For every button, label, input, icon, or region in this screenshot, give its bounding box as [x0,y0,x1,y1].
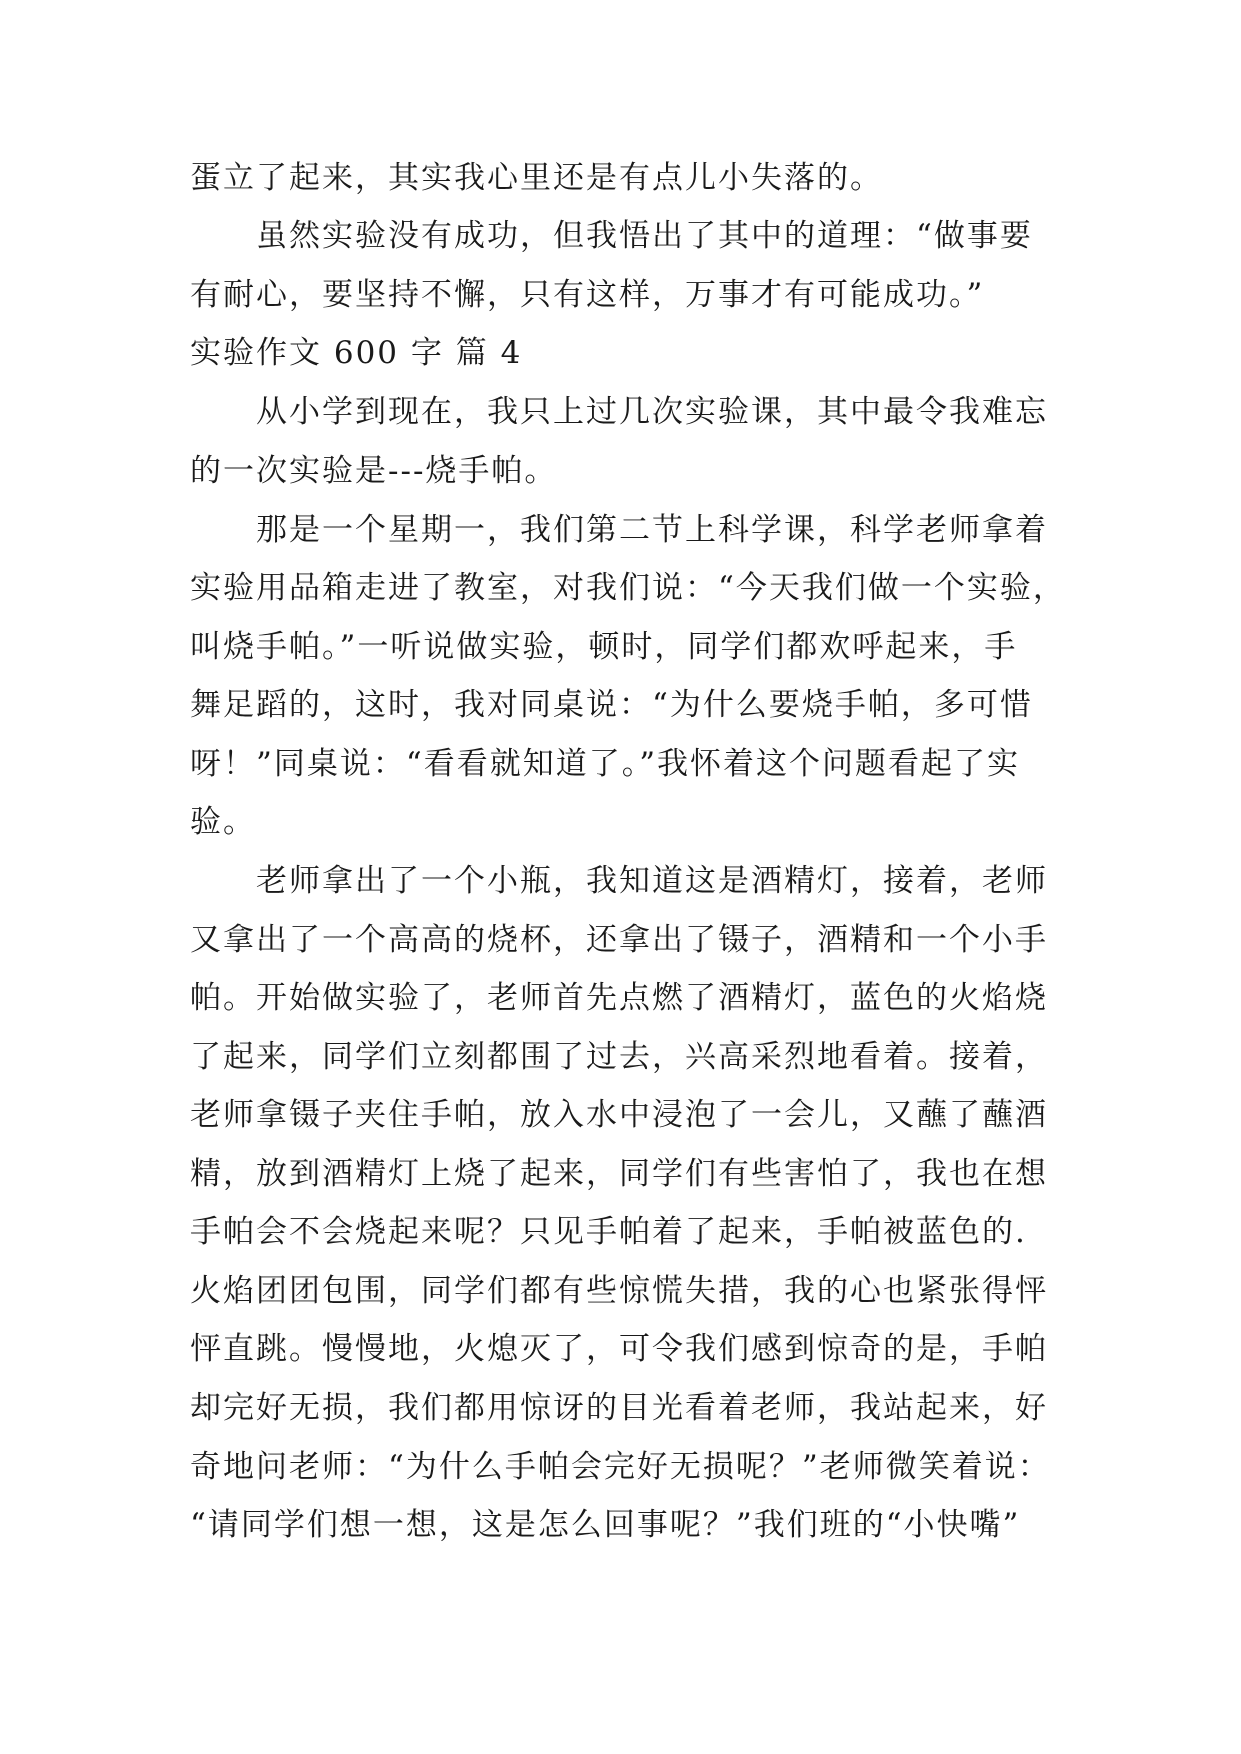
text-line: 呀！”同桌说：“看看就知道了。”我怀着这个问题看起了实 [190,746,1021,782]
text-line: 舞足蹈的，这时，我对同桌说：“为什么要烧手帕，多可惜 [190,687,1033,723]
text-line: 验。 [190,804,256,840]
text-line: 老师拿镊子夹住手帕，放入水中浸泡了一会儿，又蘸了蘸酒 [190,1097,1048,1133]
text-line: 又拿出了一个高高的烧杯，还拿出了镊子，酒精和一个小手 [190,922,1048,958]
text-line: 的一次实验是---烧手帕。 [190,453,558,489]
text-line: 手帕会不会烧起来呢？只见手帕着了起来，手帕被蓝色的. [190,1214,1027,1250]
text-line: 奇地问老师：“为什么手帕会完好无损呢？”老师微笑着说： [190,1449,1051,1485]
text-line: 那是一个星期一，我们第二节上科学课，科学老师拿着 [190,512,1048,548]
text-line: 从小学到现在，我只上过几次实验课，其中最令我难忘 [190,394,1048,430]
text-line: 怦直跳。慢慢地，火熄灭了，可令我们感到惊奇的是，手帕 [190,1331,1048,1367]
text-line: 实验用品箱走进了教室，对我们说：“今天我们做一个实验， [190,570,1066,606]
text-line: 老师拿出了一个小瓶，我知道这是酒精灯，接着，老师 [190,863,1048,899]
text-line: 叫烧手帕。”一听说做实验，顿时，同学们都欢呼起来，手 [190,629,1018,665]
section-heading: 实验作文 600 字 篇 4 [190,335,523,371]
text-line: 虽然实验没有成功，但我悟出了其中的道理：“做事要 [190,218,1033,254]
text-line: 了起来，同学们立刻都围了过去，兴高采烈地看着。接着， [190,1039,1048,1075]
text-line: 帕。开始做实验了，老师首先点燃了酒精灯，蓝色的火焰烧 [190,980,1048,1016]
text-line: 蛋立了起来，其实我心里还是有点儿小失落的。 [190,160,883,196]
text-line: 却完好无损，我们都用惊讶的目光看着老师，我站起来，好 [190,1390,1048,1426]
text-line: 精，放到酒精灯上烧了起来，同学们有些害怕了，我也在想 [190,1156,1048,1192]
text-line: “请同学们想一想，这是怎么回事呢？”我们班的“小快嘴” [190,1507,1021,1543]
text-line: 有耐心，要坚持不懈，只有这样，万事才有可能成功。” [190,277,985,313]
text-line: 火焰团团包围，同学们都有些惊慌失措，我的心也紧张得怦 [190,1273,1048,1309]
